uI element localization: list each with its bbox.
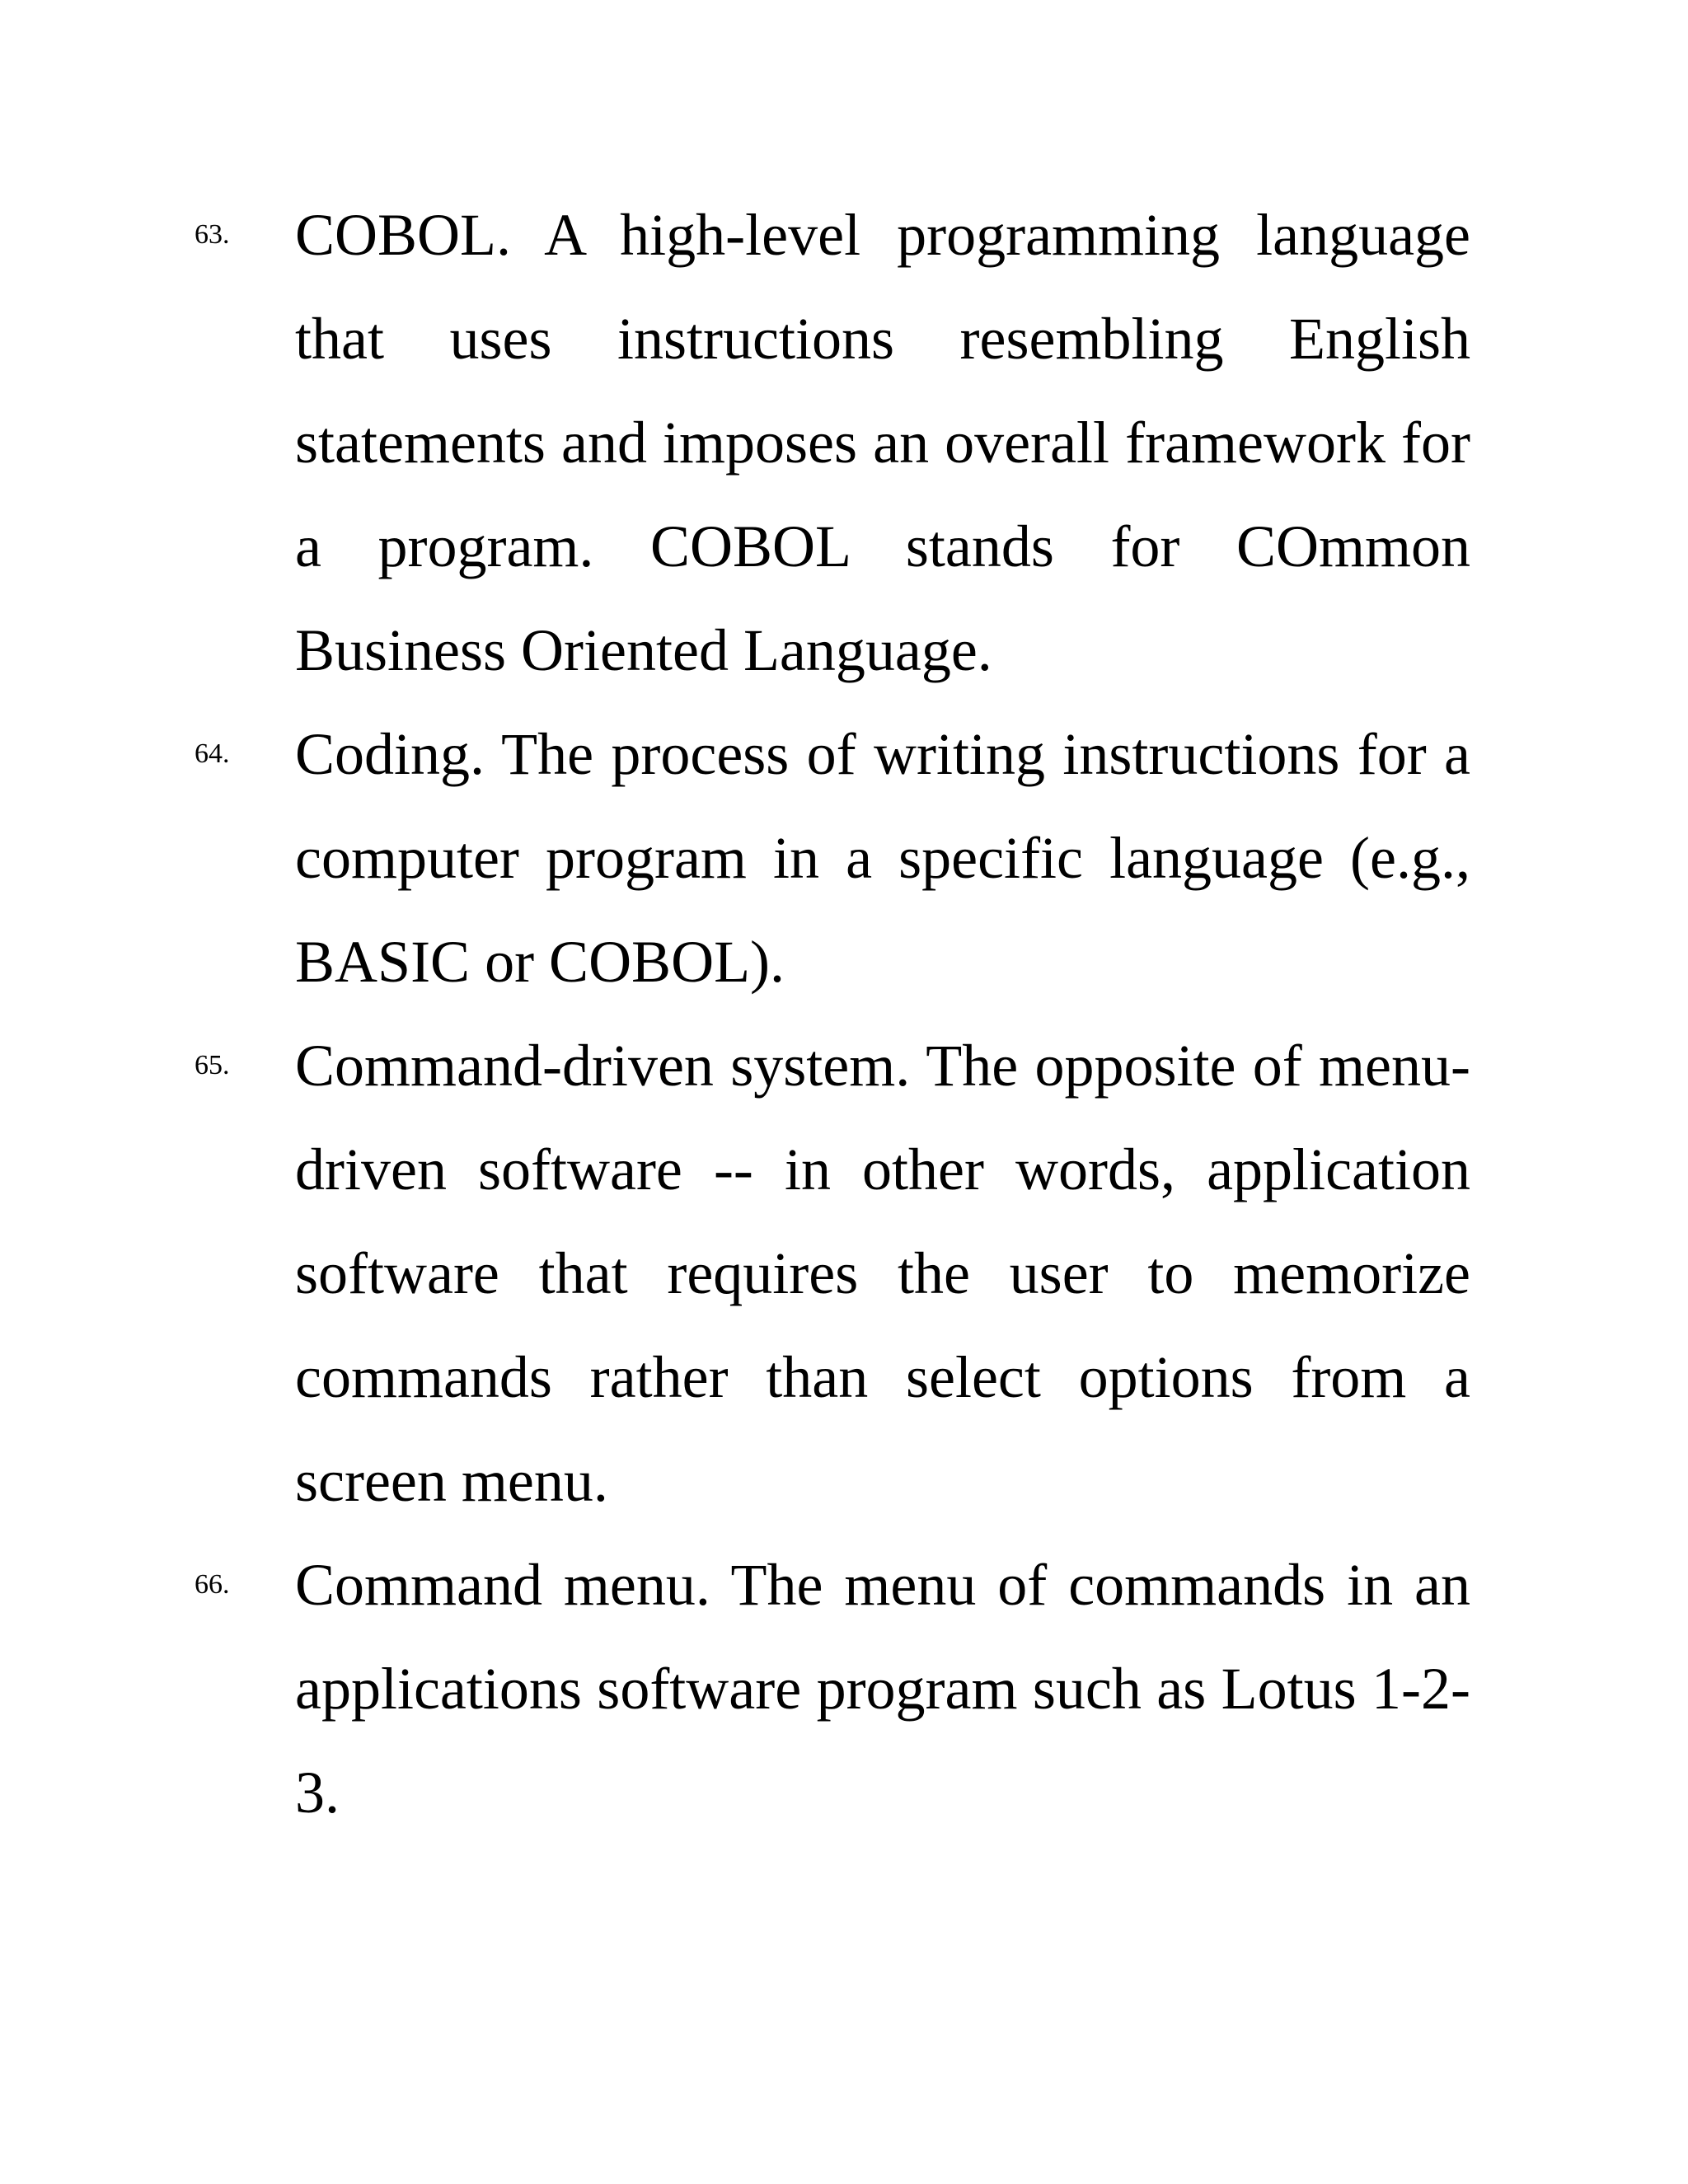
- entry-number: 64.: [195, 738, 230, 769]
- entry-definition: COBOL. A high-level programming language that uses instructions resembling English statements and imposes an overall framework for a program. COBOL stands for COmmon Business Oriented Language.: [295, 202, 1470, 683]
- entry-definition: Coding. The process of writing instructions for a computer program in a specific language (e.g., BASIC or COBOL).: [295, 721, 1470, 995]
- entry-number: 63.: [195, 219, 230, 250]
- entry-definition: Command menu. The menu of commands in an applications software program such as Lotus 1-2-3.: [295, 1552, 1470, 1825]
- entry-number: 66.: [195, 1569, 230, 1600]
- entry-number: 65.: [195, 1050, 230, 1080]
- entry-definition: Command-driven system. The opposite of menu-driven software -- in other words, application software that requires the user to memorize commands rather than select options from a screen menu.: [295, 1033, 1470, 1514]
